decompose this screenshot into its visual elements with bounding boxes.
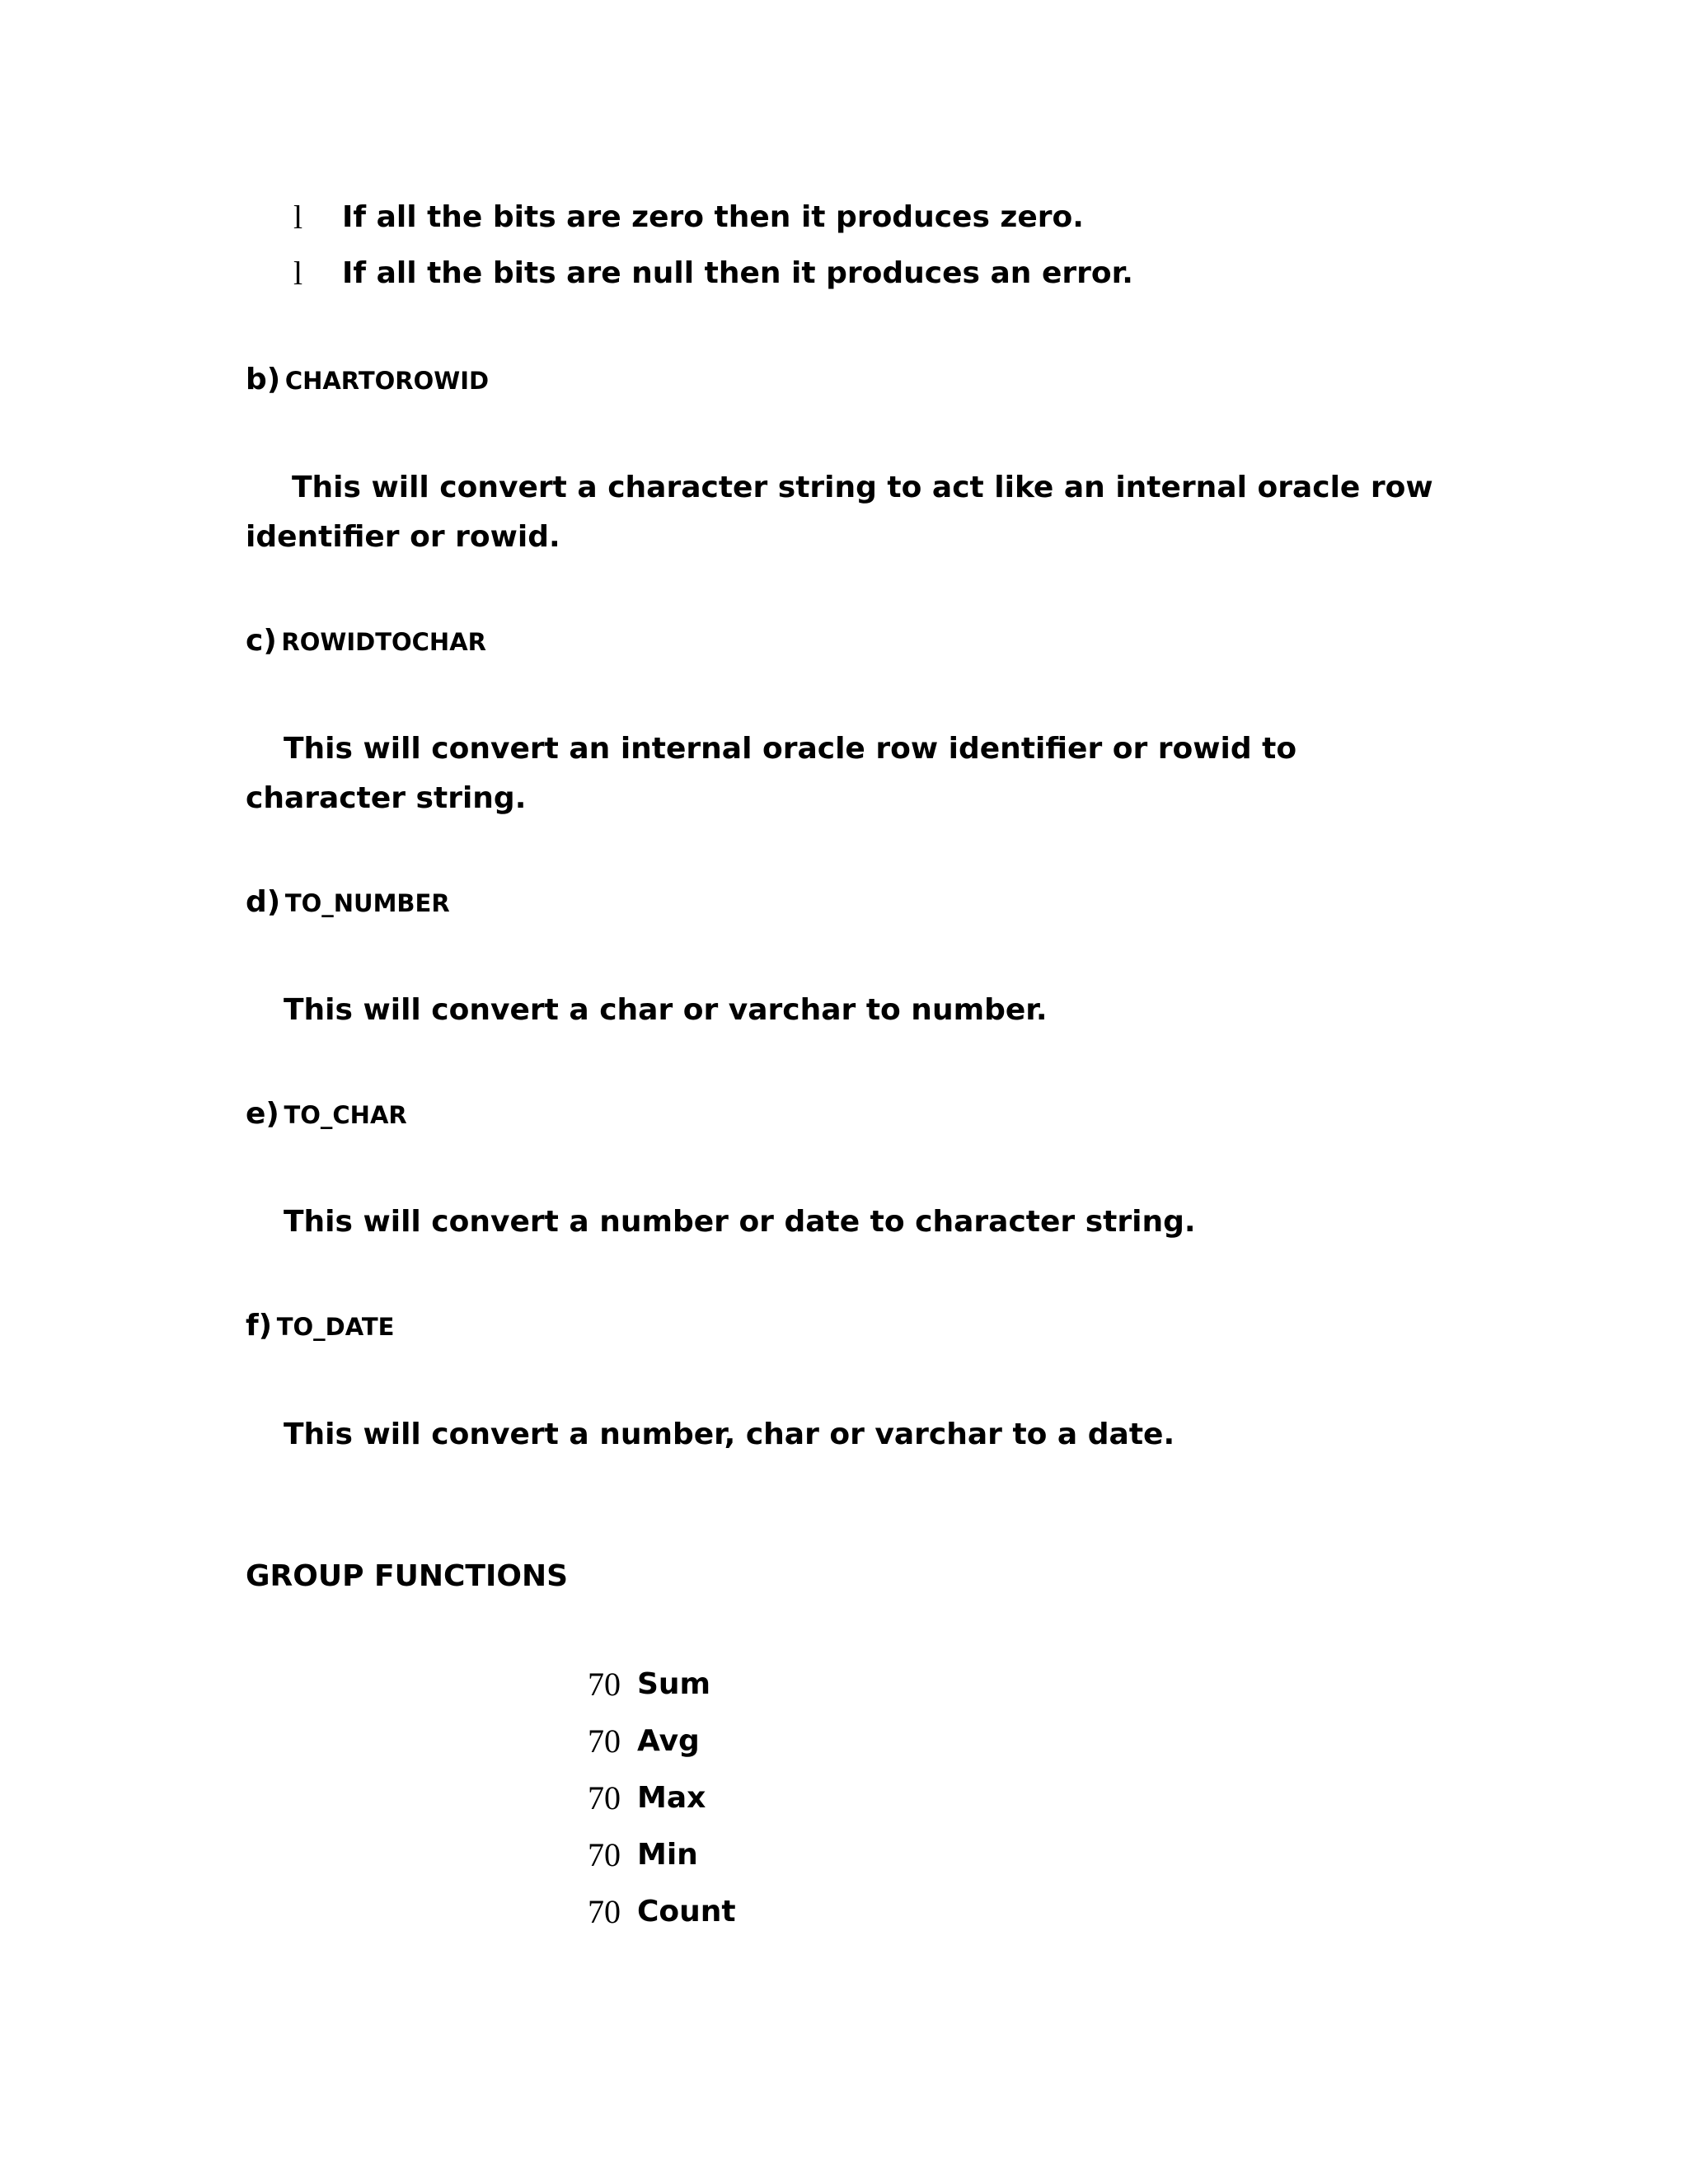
- bullet-glyph: l: [293, 255, 303, 292]
- section-letter: f): [246, 1309, 273, 1343]
- section-heading: [246, 885, 450, 919]
- section-letter: b): [246, 363, 281, 396]
- section-letter: d): [246, 885, 281, 919]
- section-description: [246, 724, 1400, 823]
- section-letter: c): [246, 624, 277, 658]
- group-functions-heading: GROUP FUNCTIONS: [246, 1559, 569, 1593]
- section-letter: e): [246, 1097, 279, 1131]
- section-name: CHARTOROWID: [284, 367, 490, 395]
- section-description: [246, 463, 1482, 562]
- list-item: [588, 1774, 621, 1825]
- section-name: TO_DATE: [276, 1313, 395, 1341]
- list-item: [588, 1717, 621, 1768]
- section-name: TO_CHAR: [284, 1101, 407, 1129]
- list-item-text: Min: [637, 1838, 698, 1872]
- bullet-glyph: 70: [588, 1779, 621, 1816]
- section-name: TO_NUMBER: [284, 889, 450, 917]
- bullet-glyph: l: [293, 199, 303, 236]
- bullet-glyph: 70: [588, 1666, 621, 1703]
- section-text: This will convert a character string to act like an internal oracle row identifier or rowid.: [246, 471, 1433, 554]
- list-item-text: Avg: [637, 1724, 700, 1758]
- list-item: [588, 1887, 621, 1938]
- section-heading: [246, 363, 489, 396]
- list-item: [293, 249, 302, 300]
- section-text: This will convert a char or varchar to number.: [284, 993, 1048, 1027]
- section-text: This will convert an internal oracle row identifier or rowid to character string.: [246, 732, 1297, 815]
- list-item: [588, 1830, 621, 1882]
- section-name: ROWIDTOCHAR: [281, 628, 486, 656]
- section-heading: [246, 624, 486, 658]
- list-item: [588, 1660, 621, 1711]
- bullet-glyph: 70: [588, 1836, 621, 1873]
- section-text: This will convert a number or date to character string.: [284, 1205, 1196, 1239]
- list-item-text: Count: [637, 1895, 736, 1929]
- section-heading: [246, 1309, 395, 1343]
- section-heading: [246, 1097, 407, 1131]
- list-item-text: Max: [637, 1781, 706, 1815]
- section-text: This will convert a number, char or varchar to a date.: [284, 1418, 1175, 1451]
- bullet-glyph: 70: [588, 1893, 621, 1930]
- list-item-text: Sum: [637, 1667, 711, 1701]
- list-item-text: If all the bits are null then it produces an error.: [342, 256, 1133, 290]
- bullet-glyph: 70: [588, 1722, 621, 1760]
- list-item-text: If all the bits are zero then it produces zero.: [342, 200, 1084, 234]
- list-item: [293, 193, 302, 244]
